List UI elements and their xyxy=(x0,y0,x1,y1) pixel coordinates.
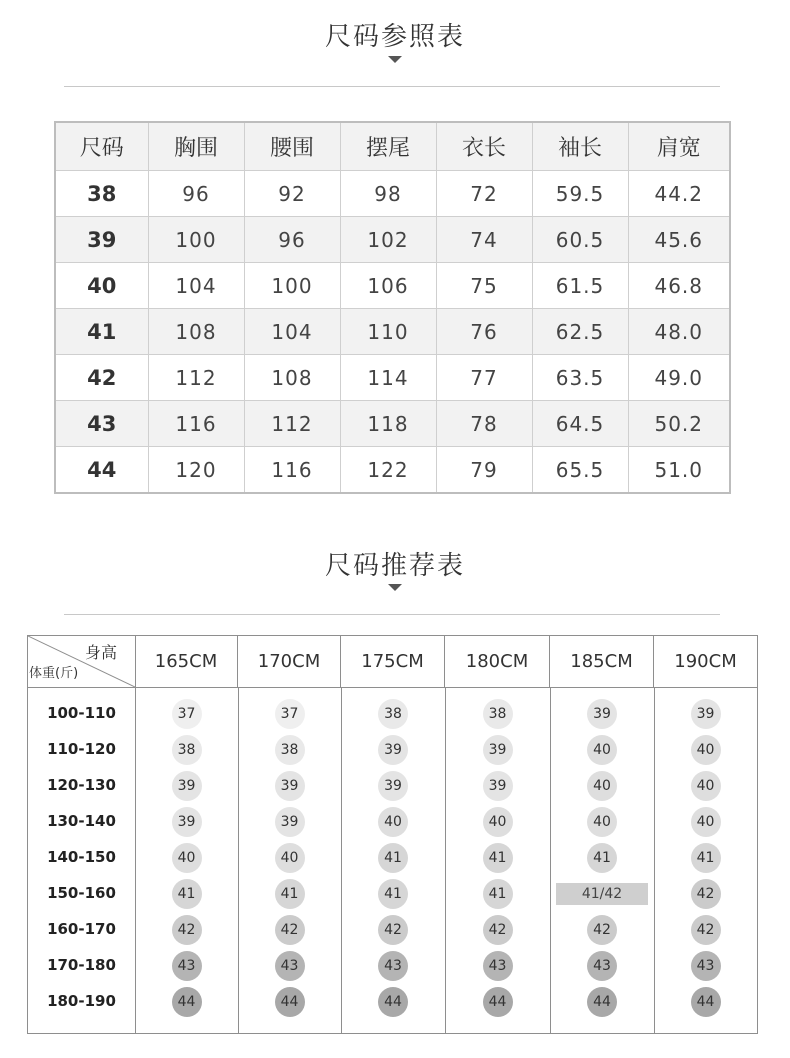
table-row xyxy=(55,309,730,355)
height-column-header: 185CM xyxy=(550,636,654,687)
size-bubble: 39 xyxy=(587,699,617,729)
column-divider xyxy=(135,687,136,1033)
size-bubble: 44 xyxy=(587,987,617,1017)
size-bubble: 39 xyxy=(483,735,513,765)
size-bubble: 41 xyxy=(378,843,408,873)
measurement-cell: 48.0 xyxy=(628,309,730,355)
weight-axis-label: 体重(斤) xyxy=(29,666,79,681)
height-column-header: 175CM xyxy=(341,636,445,687)
size-bubble: 41 xyxy=(275,879,305,909)
size-bubble: 37 xyxy=(275,699,305,729)
column-divider xyxy=(654,687,655,1033)
table-row xyxy=(55,171,730,217)
size-bubble: 41 xyxy=(587,843,617,873)
size-bubble: 44 xyxy=(483,987,513,1017)
measurement-cell: 45.6 xyxy=(628,217,730,263)
table-row xyxy=(55,217,730,263)
size-bubble: 44 xyxy=(172,987,202,1017)
column-header: 袖长 xyxy=(532,122,628,171)
weight-row-label: 110-120 xyxy=(47,740,116,758)
weight-row-label: 100-110 xyxy=(47,704,116,722)
size-bubble: 42 xyxy=(691,915,721,945)
measurement-cell: 61.5 xyxy=(532,263,628,309)
measurement-cell: 62.5 xyxy=(532,309,628,355)
table-row xyxy=(55,263,730,309)
size-bubble: 41 xyxy=(691,843,721,873)
measurement-cell: 78 xyxy=(436,401,532,447)
column-divider xyxy=(341,687,342,1033)
size-bubble: 38 xyxy=(378,699,408,729)
size-bubble: 40 xyxy=(275,843,305,873)
size-bubble: 42 xyxy=(172,915,202,945)
measurement-cell: 44.2 xyxy=(628,171,730,217)
weight-row-label: 180-190 xyxy=(47,992,116,1010)
size-bubble: 40 xyxy=(483,807,513,837)
size-bubble: 42 xyxy=(275,915,305,945)
size-cell: 38 xyxy=(55,171,148,217)
measurement-cell: 114 xyxy=(340,355,436,401)
size-bubble: 43 xyxy=(378,951,408,981)
measurement-cell: 59.5 xyxy=(532,171,628,217)
measurement-cell: 118 xyxy=(340,401,436,447)
measurement-cell: 65.5 xyxy=(532,447,628,494)
column-divider xyxy=(550,687,551,1033)
measurement-cell: 77 xyxy=(436,355,532,401)
size-bubble: 38 xyxy=(172,735,202,765)
recommend-chart-title: 尺码推荐表 xyxy=(324,551,465,581)
size-bubble: 40 xyxy=(691,771,721,801)
column-divider xyxy=(445,687,446,1033)
measurement-cell: 100 xyxy=(244,263,340,309)
size-bubble: 39 xyxy=(172,807,202,837)
size-recommendation-table xyxy=(27,635,758,1034)
size-range-bar: 41/42 xyxy=(556,883,648,905)
weight-row-label: 150-160 xyxy=(47,884,116,902)
measurement-cell: 112 xyxy=(244,401,340,447)
size-bubble: 42 xyxy=(483,915,513,945)
table-row xyxy=(55,355,730,401)
divider xyxy=(64,86,720,87)
measurement-cell: 112 xyxy=(148,355,244,401)
measurement-cell: 92 xyxy=(244,171,340,217)
size-bubble: 43 xyxy=(587,951,617,981)
chevron-down-icon xyxy=(388,56,402,63)
size-bubble: 41 xyxy=(378,879,408,909)
measurement-cell: 108 xyxy=(148,309,244,355)
measurement-cell: 96 xyxy=(148,171,244,217)
measurement-cell: 50.2 xyxy=(628,401,730,447)
size-bubble: 42 xyxy=(691,879,721,909)
measurement-cell: 64.5 xyxy=(532,401,628,447)
size-bubble: 41 xyxy=(483,879,513,909)
height-column-header: 180CM xyxy=(445,636,550,687)
height-column-header: 165CM xyxy=(135,636,238,687)
size-bubble: 39 xyxy=(378,735,408,765)
measurement-cell: 96 xyxy=(244,217,340,263)
size-bubble: 44 xyxy=(275,987,305,1017)
size-bubble: 40 xyxy=(172,843,202,873)
column-header: 摆尾 xyxy=(340,122,436,171)
measurement-cell: 49.0 xyxy=(628,355,730,401)
weight-row-label: 160-170 xyxy=(47,920,116,938)
size-bubble: 40 xyxy=(691,807,721,837)
size-cell: 41 xyxy=(55,309,148,355)
size-bubble: 40 xyxy=(587,807,617,837)
weight-row-label: 130-140 xyxy=(47,812,116,830)
size-bubble: 39 xyxy=(275,807,305,837)
column-divider xyxy=(238,687,239,1033)
size-cell: 44 xyxy=(55,447,148,494)
size-bubble: 42 xyxy=(587,915,617,945)
size-bubble: 41 xyxy=(172,879,202,909)
column-header: 衣长 xyxy=(436,122,532,171)
table-row xyxy=(55,401,730,447)
size-table-header-row xyxy=(55,122,730,171)
height-column-header: 190CM xyxy=(674,651,737,672)
size-bubble: 39 xyxy=(691,699,721,729)
height-axis-label: 身高 xyxy=(84,643,117,662)
size-bubble: 43 xyxy=(275,951,305,981)
size-bubble: 39 xyxy=(483,771,513,801)
size-bubble: 38 xyxy=(275,735,305,765)
size-bubble: 40 xyxy=(691,735,721,765)
table-row xyxy=(55,447,730,494)
column-header: 肩宽 xyxy=(628,122,730,171)
chevron-down-icon xyxy=(388,584,402,591)
size-bubble: 39 xyxy=(378,771,408,801)
size-bubble: 40 xyxy=(378,807,408,837)
size-bubble: 37 xyxy=(172,699,202,729)
size-bubble: 43 xyxy=(691,951,721,981)
weight-row-label: 120-130 xyxy=(47,776,116,794)
corner-header-cell xyxy=(28,636,136,687)
size-bubble: 44 xyxy=(691,987,721,1017)
size-bubble: 39 xyxy=(275,771,305,801)
column-header: 尺码 xyxy=(55,122,148,171)
column-header: 腰围 xyxy=(244,122,340,171)
size-bubble: 39 xyxy=(172,771,202,801)
divider xyxy=(64,614,720,615)
measurement-cell: 51.0 xyxy=(628,447,730,494)
measurement-cell: 102 xyxy=(340,217,436,263)
measurement-cell: 104 xyxy=(148,263,244,309)
size-bubble: 41 xyxy=(483,843,513,873)
recommend-header-row xyxy=(28,636,757,688)
measurement-cell: 110 xyxy=(340,309,436,355)
size-bubble: 40 xyxy=(587,735,617,765)
size-bubble: 44 xyxy=(378,987,408,1017)
measurement-cell: 60.5 xyxy=(532,217,628,263)
size-bubble: 38 xyxy=(483,699,513,729)
size-bubble: 40 xyxy=(587,771,617,801)
measurement-cell: 116 xyxy=(244,447,340,494)
measurement-cell: 122 xyxy=(340,447,436,494)
measurement-cell: 72 xyxy=(436,171,532,217)
measurement-cell: 98 xyxy=(340,171,436,217)
size-cell: 42 xyxy=(55,355,148,401)
height-column-header: 170CM xyxy=(238,636,341,687)
size-reference-table xyxy=(54,121,731,494)
size-chart-title: 尺码参照表 xyxy=(324,22,465,52)
size-bubble: 43 xyxy=(483,951,513,981)
measurement-cell: 120 xyxy=(148,447,244,494)
measurement-cell: 79 xyxy=(436,447,532,494)
measurement-cell: 104 xyxy=(244,309,340,355)
weight-row-label: 140-150 xyxy=(47,848,116,866)
measurement-cell: 63.5 xyxy=(532,355,628,401)
size-bubble: 42 xyxy=(378,915,408,945)
measurement-cell: 116 xyxy=(148,401,244,447)
measurement-cell: 75 xyxy=(436,263,532,309)
measurement-cell: 46.8 xyxy=(628,263,730,309)
size-cell: 40 xyxy=(55,263,148,309)
weight-row-label: 170-180 xyxy=(47,956,116,974)
measurement-cell: 100 xyxy=(148,217,244,263)
size-bubble: 43 xyxy=(172,951,202,981)
measurement-cell: 108 xyxy=(244,355,340,401)
column-header: 胸围 xyxy=(148,122,244,171)
size-cell: 39 xyxy=(55,217,148,263)
measurement-cell: 106 xyxy=(340,263,436,309)
measurement-cell: 74 xyxy=(436,217,532,263)
measurement-cell: 76 xyxy=(436,309,532,355)
size-cell: 43 xyxy=(55,401,148,447)
